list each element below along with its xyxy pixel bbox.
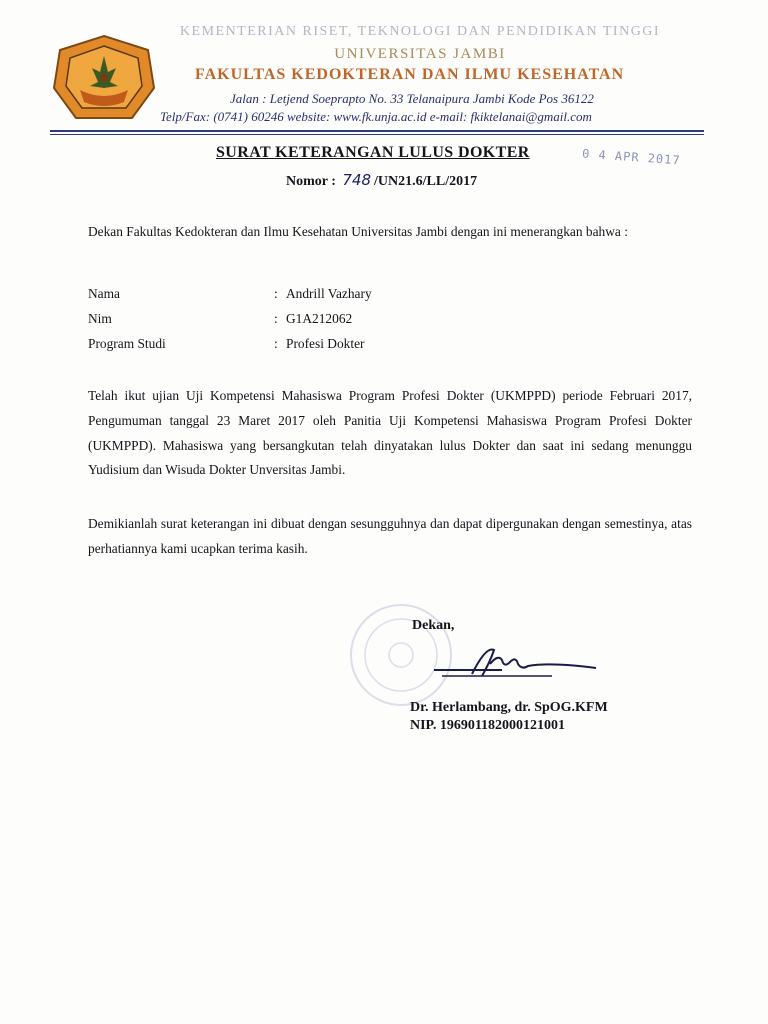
faculty-name: FAKULTAS KEDOKTERAN DAN ILMU KESEHATAN	[195, 66, 625, 83]
document-number	[286, 171, 477, 190]
ministry-name: KEMENTERIAN RISET, TEKNOLOGI DAN PENDIDIKAN TINGGI	[179, 24, 661, 39]
signature-icon	[432, 640, 602, 686]
letterhead-divider	[50, 130, 704, 132]
signer-name: Dr. Herlambang, dr. SpOG.KFM	[410, 700, 608, 715]
field-separator: :	[274, 336, 278, 351]
signer-nip: NIP. 196901182000121001	[410, 718, 566, 733]
exam-paragraph: Telah ikut ujian Uji Kompetensi Mahasiswa Program Profesi Dokter (UKMPPD) periode Februari 2017, Pengumuman tanggal 23 Maret 2017 oleh Panitia Uji Kompetensi Mahasiswa Program Profesi Dokter (UKMPPD). Mahasiswa yang bersangkutan telah dinyatakan lulus Dokter dan saat ini sedang menunggu Yudisium dan Wisuda Dokter Unversitas Jambi.	[88, 388, 692, 478]
field-separator: :	[274, 311, 278, 326]
field-label: Nama	[88, 286, 120, 301]
field-label: Program Studi	[88, 336, 166, 351]
date-stamp: 0 4 APR 2017	[581, 146, 682, 168]
field-value: G1A212062	[286, 311, 353, 326]
faculty-address: Jalan : Letjend Soeprapto No. 33 Telanaipura Jambi Kode Pos 36122	[230, 91, 594, 106]
faculty-contact: Telp/Fax: (0741) 60246 website: www.fk.unja.ac.id e-mail: fkiktelanai@gmail.com	[160, 109, 592, 124]
field-label: Nim	[88, 311, 112, 326]
field-value: Profesi Dokter	[286, 336, 365, 351]
field-separator: :	[274, 286, 278, 301]
university-name: UNIVERSITAS JAMBI	[334, 46, 506, 62]
intro-paragraph: Dekan Fakultas Kedokteran dan Ilmu Kesehatan Universitas Jambi dengan ini menerangkan bahwa :	[88, 224, 628, 239]
closing-paragraph: Demikianlah surat keterangan ini dibuat dengan sesungguhnya dan dapat dipergunakan dengan semestinya, atas perhatiannya kami ucapkan terima kasih.	[88, 516, 692, 556]
signer-position: Dekan,	[412, 618, 455, 633]
number-label: Nomor :	[286, 174, 336, 189]
document-title: SURAT KETERANGAN LULUS DOKTER	[216, 144, 530, 161]
letterhead-divider-thin	[50, 134, 704, 135]
field-value: Andrill Vazhary	[286, 286, 372, 301]
number-suffix: /UN21.6/LL/2017	[374, 174, 478, 189]
number-handwritten: 748	[342, 171, 372, 189]
